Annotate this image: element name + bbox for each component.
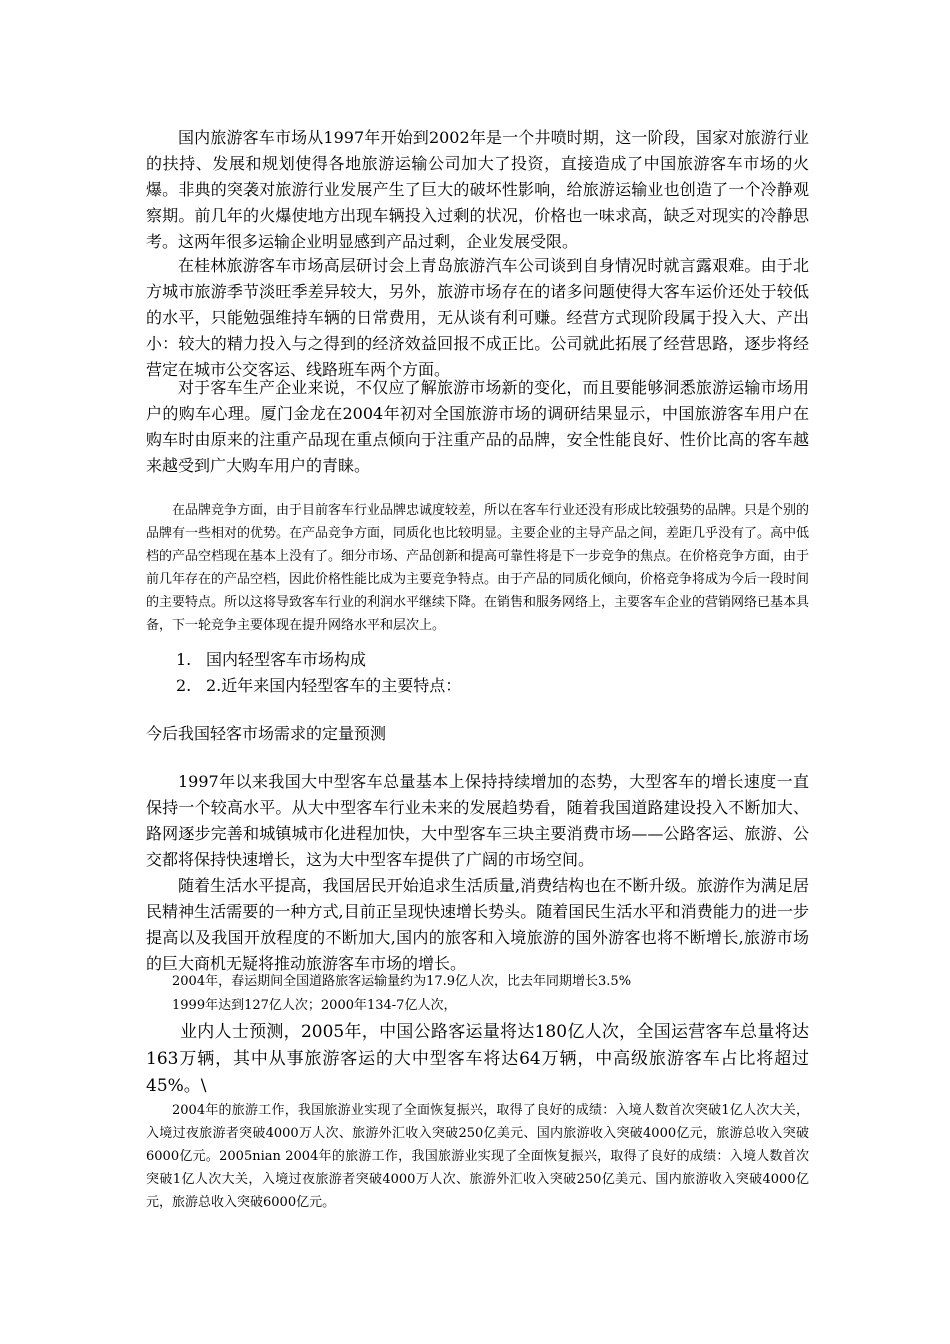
paragraph-market-boom: 国内旅游客车市场从1997年开始到2002年是一个井喷时期，这一阶段，国家对旅游行业的扶持、发展和规划使得各地旅游运输公司加大了投资，直接造成了中国旅游客车市场的火爆。非典的突袭对旅游行业发展产生了巨大的破坏性影响，给旅游运输业也创造了一个冷静观察期。前几年的火爆使地方出现车辆投入过剩的状况，价格也一味求高，缺乏对现实的冷静思考。这两年很多运输企业明显感到产品过剩，企业发展受限。 — [146, 128, 809, 251]
paragraph-industry-forecast: 业内人士预测，2005年，中国公路客运量将达180亿人次，全国运营客车总量将达163万辆，其中从事旅游客运的大中型客车将达64万辆，中高级旅游客车占比将超过45%。\ — [146, 1022, 809, 1096]
paragraph-qingdao-company: 在桂林旅游客车市场高层研讨会上青岛旅游汽车公司谈到自身情况时就言露艰难。由于北方城市旅游季节淡旺季差异较大，另外，旅游市场存在的诸多问题使得大客车运价还处于较低的水平，只能勉强维持车辆的日常费用，无从谈有利可赚。经营方式现阶段属于投入大、产出小：较大的精力投入与之得到的经济效益回报不成正比。公司就此拓展了经营思路，逐步将经营定在城市公交客运、线路班车两个方面。 — [146, 256, 809, 379]
paragraph-brand-competition: 在品牌竞争方面，由于目前客车行业品牌忠诚度较差，所以在客车行业还没有形成比较强势的品牌。只是个别的品牌有一些相对的优势。在产品竞争方面，同质化也比较明显。主要企业的主导产品之间，差距几乎没有了。高中低档的产品空档现在基本上没有了。细分市场、产品创新和提高可靠性将是下一步竞争的焦点。在价格竞争方面，由于前几年存在的产品空档，因此价格性能比成为主要竞争特点。由于产品的同质化倾向，价格竞争将成为今后一段时间的主要特点。所以这将导致客车行业的利润水平继续下降。在销售和服务网络上，主要客车企业的营销网络已基本具备，下一轮竞争主要体现在提升网络水平和层次上。 — [146, 503, 810, 633]
paragraph-tourism-2004: 2004年的旅游工作，我国旅游业实现了全面恢复振兴，取得了良好的成绩：入境人数首次突破1亿人次大关，入境过夜旅游者突破4000万人次、旅游外汇收入突破250亿美元、国内旅游收入突破4000亿元，旅游总收入突破6000亿元。2005nian 2004年的旅游工作，我国旅游业实现了全面恢复振兴，取得了良好的成绩：入境人数首次突破1亿人次大关，入境过夜旅游者突破4000万人次、旅游外汇收入突破250亿美元、国内旅游收入突破4000亿元，旅游总收入突破6000亿元。 — [146, 1103, 809, 1210]
paragraph-buyer-psychology: 对于客车生产企业来说，不仅应了解旅游市场新的变化，而且要能够洞悉旅游运输市场用户的购车心理。厦门金龙在2004年初对全国旅游市场的调研结果显示，中国旅游客车用户在购车时由原来的注重产品现在重点倾向于注重产品的品牌，安全性能良好、性价比高的客车越来越受到广大购车用户的青睐。 — [146, 378, 809, 475]
spring-transport-line: 2004年，春运期间全国道路旅客运输量约为17.9亿人次，比去年同期增长3.5% — [172, 974, 632, 989]
list-number: 1. — [176, 650, 192, 669]
paragraph-bus-growth: 1997年以来我国大中型客车总量基本上保持持续增加的态势，大型客车的增长速度一直保持一个较高水平。从大中型客车行业未来的发展趋势看，随着我国道路建设投入不断加大、路网逐步完善和城镇城市化进程加快，大中型客车三块主要消费市场——公路客运、旅游、公交都将保持快速增长，这为大中型客车提供了广阔的市场空间。 — [146, 772, 809, 869]
passenger-volume-line: 1999年达到127亿人次；2000年134-7亿人次， — [172, 998, 457, 1013]
paragraph-living-standard: 随着生活水平提高，我国居民开始追求生活质量,消费结构也在不断升级。旅游作为满足居民精神生活需要的一种方式,目前正呈现快速增长势头。随着国民生活水平和消费能力的进一步提高以及我国开放程度的不断加大,国内的旅客和入境旅游的国外游客也将不断增长,旅游市场的巨大商机无疑将推动旅游客车市场的增长。 — [146, 876, 809, 973]
list-item — [176, 673, 461, 699]
list-item — [176, 647, 366, 673]
list-text: 国内轻型客车市场构成 — [206, 650, 367, 669]
section-heading: 今后我国轻客市场需求的定量预测 — [146, 724, 387, 743]
list-number: 2. — [176, 676, 192, 695]
list-text: 2.近年来国内轻型客车的主要特点： — [206, 676, 462, 695]
